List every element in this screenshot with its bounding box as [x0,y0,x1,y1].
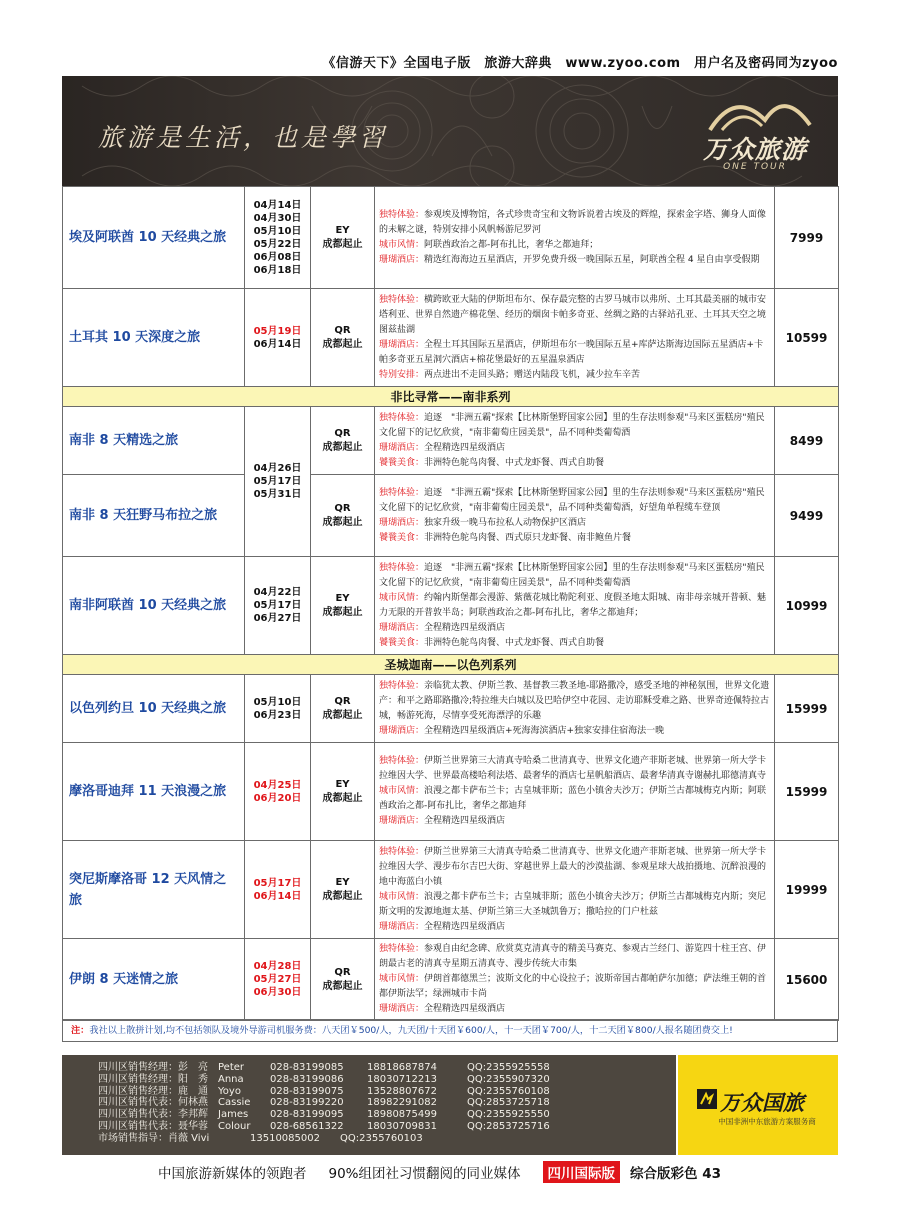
tour-date: 06月27日 [253,613,302,624]
depart-city: 成都起止 [322,338,363,350]
agency-logo-icon [696,1088,718,1110]
detail-line: 特别安排：两点进出不走回头路；赠送内陆段飞机，减少拉车辛苦 [379,369,641,380]
tour-details [375,743,775,841]
depart-city: 成都起止 [322,441,363,453]
contact-row: 四川区销售经理：阳 秀 Anna 028-83199086 18030712213 QQ:2355907320 [98,1073,550,1085]
tour-dates [245,675,311,743]
page-footer [158,1161,858,1183]
note-text: 我社以上散拼计划,均不包括领队及境外导游司机服务费：八天团￥500/人，九天团/十天团￥600/人，十一天团￥700/人，十二天团￥800/人报名随团费交上! [89,1025,733,1036]
contact-row: 四川区销售代表：聂华蓉 Colour 028-68561322 18030709831 QQ:2853725716 [98,1120,550,1132]
detail-line: 城市风情：阿联酋政治之都-阿布扎比，奢华之都迪拜； [379,239,599,250]
tour-name[interactable]: 南非阿联酋 10 天经典之旅 [63,557,245,655]
airline-code: QR [334,966,351,978]
airline-code: EY [335,224,350,236]
tour-date: 06月14日 [253,338,302,350]
detail-line: 独特体验：亲临犹太教、伊斯兰教、基督教三教圣地-耶路撒冷，感受圣地的神秘氛围，世界文化遗产：和平之路耶路撒冷;特拉维夫白城以及巴哈伊空中花园、走访耶稣受难之路、世界奇迹佩特拉古城，畅游死海，尽情享受死海漂浮的乐趣 [379,680,770,721]
tour-date: 05月17日 [253,600,302,611]
tour-airline [311,407,375,475]
note-label: 注： [71,1025,90,1036]
tour-name[interactable]: 突尼斯摩洛哥 12 天风情之旅 [63,841,245,939]
depart-city: 成都起止 [322,238,363,250]
brand-name-en: ONE TOUR [723,162,787,172]
table-row [63,475,839,557]
detail-line: 城市风情：浪漫之都卡萨布兰卡；古皇城菲斯；蓝色小镇舍夫沙万；伊斯兰古都城梅克内斯；阿联酋政治之都-阿布扎比，奢华之都迪拜 [379,786,767,811]
tour-date: 05月19日 [253,325,302,337]
tour-date: 05月17日 [253,476,302,487]
tour-details [375,187,775,289]
tour-date: 04月22日 [253,587,302,598]
tour-date: 04月14日 [253,199,302,211]
detail-line: 独特体验：参观埃及博物馆，各式珍贵奇宝和文物诉说着古埃及的辉煌，探索金字塔、狮身人面像的未解之谜，特别安排小风帆畅游尼罗河 [379,209,767,235]
tour-price: 7999 [775,187,839,289]
page-number: 综合版彩色 43 [630,1166,722,1182]
detail-line: 珊瑚酒店：全程精选四星级酒店 [379,1004,506,1014]
section-header [63,387,839,407]
tour-date: 05月31日 [253,489,302,500]
contact-row: 四川区销售经理：鹿 通 Yoyo 028-83199075 13528807672 QQ:2355760108 [98,1085,550,1097]
contact-row: 四川区销售代表：何林燕 Cassie 028-83199220 18982291082 QQ:2853725718 [98,1097,550,1109]
tour-name[interactable]: 埃及阿联酋 10 天经典之旅 [63,187,245,289]
banner [62,76,838,186]
footer-slogan: 中国旅游新媒体的领跑者 [158,1166,307,1182]
detail-line: 城市风情：伊朗首都德黑兰；波斯文化的中心设拉子；波斯帝国古都帕萨尔加德；萨法维王朝的首都伊斯法罕；绿洲城市卡尚 [379,974,767,999]
tour-airline [311,187,375,289]
contact-row: 四川区销售代表：李邦辉 James 028-83199095 18980875499 QQ:2355925550 [98,1109,550,1121]
tour-details [375,675,775,743]
tour-date: 05月10日 [253,225,302,237]
tour-dates [245,187,311,289]
table-row [63,557,839,655]
logo-wave-icon [680,94,830,134]
tour-price: 9499 [775,475,839,557]
depart-city: 成都起止 [322,980,363,992]
detail-line: 珊瑚酒店：全程精选四星级酒店 [379,816,506,826]
airline-code: QR [334,324,351,336]
agency-subtitle: 中国非洲中东旅游方案服务商 [718,1117,816,1126]
tour-name[interactable]: 南非 8 天狂野马布拉之旅 [63,475,245,557]
tour-date: 06月30日 [253,987,302,998]
detail-line: 独特体验：参观自由纪念碑、欣赏莫克清真寺的精美马赛克、参观古兰经门、游览四十柱王宫、伊朗最古老的清真寺星期五清真寺、漫步传统大市集 [379,944,767,969]
tour-date: 04月25日 [253,779,302,791]
airline-code: EY [335,778,350,790]
tour-date: 05月10日 [253,696,302,708]
contact-row: 四川区销售经理：彭 亮 Peter 028-83199085 18818687874 QQ:2355925558 [98,1062,550,1073]
detail-line: 城市风情：约翰内斯堡都会漫游、紫薇花城比勒陀利亚、度假圣地太阳城、南非母亲城开普顿、魅力无限的开普敦半岛；阿联酋政治之都-阿布扎比，奢华之都迪拜； [379,592,767,618]
airline-code: QR [334,695,351,707]
tour-airline [311,939,375,1021]
table-row [63,939,839,1021]
page-header: 《信游天下》全国电子版 旅游大辞典 www.zyoo.com 用户名及密码同为zyoo [322,56,838,71]
detail-line: 独特体验：追逐 "非洲五霸"探索【比林斯堡野国家公园】里的生存法则参观"马来区蛋糕房"殖民文化留下的记忆欣赏，"南非葡萄庄园美景"，品不同种类葡萄酒，好望角单程缆车登顶 [379,487,765,513]
tour-details [375,557,775,655]
tour-name[interactable]: 南非 8 天精选之旅 [63,407,245,475]
tour-dates [245,289,311,387]
detail-line: 珊瑚酒店：全程精选四星级酒店 [379,622,506,633]
tour-name[interactable]: 土耳其 10 天深度之旅 [63,289,245,387]
fee-note [62,1019,838,1042]
edition-tag: 四川国际版 [543,1161,621,1183]
footer-media: 90%组团社习惯翻阅的同业媒体 [328,1166,521,1182]
tour-date: 06月08日 [253,251,302,263]
detail-line: 独特体验：伊斯兰世界第三大清真寺哈桑二世清真寺、世界文化遗产菲斯老城、世界第一所大学卡拉维因大学、漫步布尔吉巴大街、穿越世界上最大的沙漠盐湖、参观星球大战拍摄地、沉醉浪漫的地中海蓝白小镇 [379,846,767,887]
airline-code: EY [335,876,350,888]
tour-airline [311,841,375,939]
tour-price: 19999 [775,841,839,939]
depart-city: 成都起止 [322,516,363,528]
tour-price: 8499 [775,407,839,475]
detail-line: 珊瑚酒店：精选红海海边五星酒店，开罗免费升级一晚国际五星，阿联酋全程 4 星自由享受假期 [379,254,760,265]
detail-line: 珊瑚酒店：独家升级一晚马布拉私人动物保护区酒店 [379,517,587,528]
sales-contacts [62,1055,676,1155]
tour-price: 10599 [775,289,839,387]
tour-details [375,939,775,1021]
tour-price: 10999 [775,557,839,655]
tour-date: 04月26日 [253,463,302,474]
tour-airline [311,557,375,655]
detail-line: 饕餮美食：非洲特色鸵鸟肉餐、中式龙虾餐、西式自助餐 [379,637,605,648]
airline-code: QR [334,427,351,439]
tour-airline [311,743,375,841]
tour-airline [311,475,375,557]
tour-price: 15999 [775,675,839,743]
contact-row: 市场销售指导：肖薇 Vivi 13510085002 QQ:2355760103 [98,1132,423,1144]
tour-details [375,289,775,387]
tour-dates [245,841,311,939]
detail-line: 珊瑚酒店：全程精选四星级酒店 [379,442,506,453]
tour-date: 04月30日 [253,212,302,224]
depart-city: 成都起止 [322,606,363,618]
detail-line: 珊瑚酒店：全程精选四星级酒店 [379,921,506,932]
tour-date: 06月14日 [253,890,302,902]
section-title: 非比寻常——南非系列 [63,387,839,407]
brand-logo [680,94,830,180]
tour-details [375,841,775,939]
tour-date: 05月27日 [253,974,302,985]
table-row [63,841,839,939]
table-row [63,289,839,387]
tour-date: 06月20日 [253,792,302,804]
airline-code: EY [335,592,350,604]
detail-line: 独特体验：伊斯兰世界第三大清真寺哈桑二世清真寺、世界文化遗产菲斯老城、世界第一所大学卡拉维因大学、世界最高楼哈利法塔、最奢华的酒店七星帆船酒店、最奢华清真寺谢赫扎耶德清真寺 [379,756,767,781]
airline-code: QR [334,502,351,514]
detail-line: 珊瑚酒店：全程土耳其国际五星酒店，伊斯坦布尔一晚国际五星+库萨达斯海边国际五星酒店+卡帕多奇亚五星洞穴酒店+棉花堡最好的五星温泉酒店 [379,339,764,365]
tour-dates [245,407,311,557]
depart-city: 成都起止 [322,709,363,721]
detail-line: 独特体验：追逐 "非洲五霸"探索【比林斯堡野国家公园】里的生存法则参观"马来区蛋糕房"殖民文化留下的记忆欣赏，"南非葡萄庄园美景"，品不同种类葡萄酒 [379,412,765,438]
tour-date: 06月18日 [253,264,302,276]
agency-name: 万众国旅 [720,1091,804,1115]
detail-line: 独特体验：横跨欧亚大陆的伊斯坦布尔、保存最完整的古罗马城市以弗所、土耳其最美丽的城市安塔利亚、世界自然遗产棉花堡、经历的烟囱卡帕多奇亚、丝绸之路的古驿站孔亚、土耳其天空之境图兹盐湖 [379,294,767,335]
tour-price: 15999 [775,743,839,841]
tour-table [62,186,839,1021]
table-row [63,675,839,743]
tour-dates [245,939,311,1021]
section-header [63,655,839,675]
tour-name[interactable]: 伊朗 8 天迷情之旅 [63,939,245,1021]
tour-date: 06月23日 [253,709,302,721]
depart-city: 成都起止 [322,792,363,804]
depart-city: 成都起止 [322,890,363,902]
tour-airline [311,675,375,743]
tour-date: 04月28日 [253,961,302,972]
table-row [63,407,839,475]
banner-slogan: 旅游是生活，也是學習 [98,123,389,152]
tour-name[interactable]: 以色列约旦 10 天经典之旅 [63,675,245,743]
tour-date: 05月22日 [253,238,302,250]
table-row [63,187,839,289]
tour-price: 15600 [775,939,839,1021]
detail-line: 城市风情：浪漫之都卡萨布兰卡；古皇城菲斯；蓝色小镇舍夫沙万；伊斯兰古都城梅克内斯；突尼斯文明的发源地迦太基、伊斯兰第三大圣城凯鲁万；撒哈拉的门户杜兹 [379,891,767,917]
tour-airline [311,289,375,387]
agency-badge [678,1055,838,1155]
section-title: 圣城迦南——以色列系列 [63,655,839,675]
brand-name-cn: 万众旅游 [702,135,807,164]
tour-name[interactable]: 摩洛哥迪拜 11 天浪漫之旅 [63,743,245,841]
tour-details [375,475,775,557]
detail-line: 独特体验：追逐 "非洲五霸"探索【比林斯堡野国家公园】里的生存法则参观"马来区蛋糕房"殖民文化留下的记忆欣赏，"南非葡萄庄园美景"，品不同种类葡萄酒 [379,562,765,588]
tour-date: 05月17日 [253,877,302,889]
detail-line: 珊瑚酒店：全程精选四星级酒店+死海海滨酒店+独家安排住宿海法一晚 [379,725,665,736]
table-row [63,743,839,841]
tour-dates [245,557,311,655]
detail-line: 饕餮美食：非洲特色鸵鸟肉餐、西式原只龙虾餐、南非鲍鱼片餐 [379,532,632,543]
tour-details [375,407,775,475]
detail-line: 饕餮美食：非洲特色鸵鸟肉餐、中式龙虾餐、西式自助餐 [379,457,605,468]
tour-dates [245,743,311,841]
